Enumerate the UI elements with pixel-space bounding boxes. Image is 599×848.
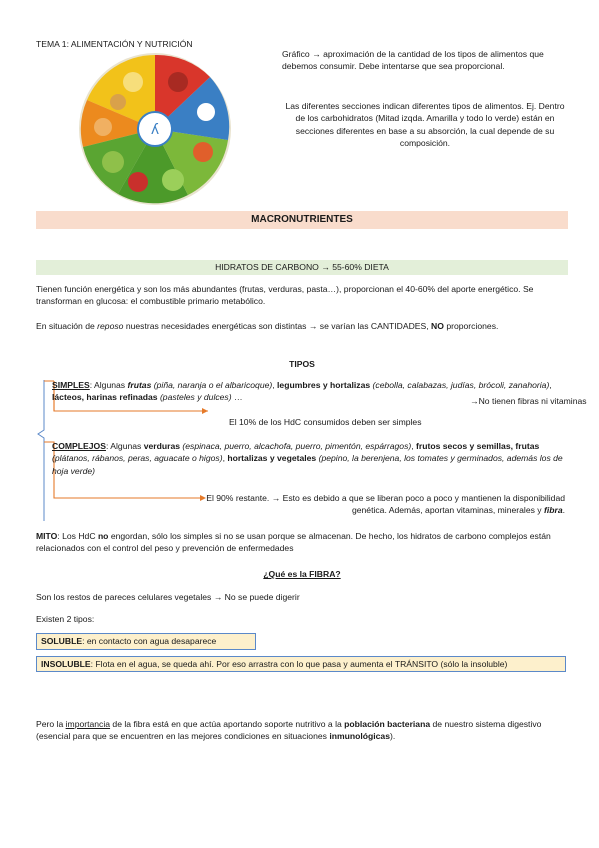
complejos-paragraph: COMPLEJOS: Algunas verduras (espinaca, puerro, alcachofa, puerro, pimentón, espárragos), frutos secos y semillas, frutas (plátanos, rábanos, peras, aguacate o higos), hortalizas y vegetales (pepino, la berenjena, los tomates y germinados, además los de hoja verde) [52, 441, 563, 476]
plate-note: Gráfico → aproximación de la cantidad de los tipos de alimentos que debemos consumir. Debe intentarse que sea proporcional. [282, 49, 544, 72]
fibra-importancia: Pero la importancia de la fibra está en que actúa aportando soporte nutritivo a la población bacteriana de nuestro sistema digestivo (esencial para que se encuentren en las mejores condiciones en situaciones inmunológicas). [36, 719, 542, 742]
reposo-paragraph: En situación de reposo nuestras necesidades energéticas son distintas → se varían las CANTIDADES, NO proporciones. [36, 321, 499, 331]
mito-paragraph: MITO: Los HdC no engordan, sólo los simples si no se usan porque se almacenan. De hecho, los hidratos de carbono complejos están relacionados con el control del peso y prevención de enfermedades [36, 531, 551, 554]
hdc-paragraph: Tienen función energética y son los más abundantes (frutas, verduras, pasta…), proporcionan el 40-60% del aporte energético. Se transforman en glucosa: el combustible primario metabólico. [36, 284, 534, 307]
fibra-question: ¿Qué es la FIBRA? [263, 569, 341, 579]
hdc-heading: HIDRATOS DE CARBONO → 55-60% DIETA [36, 260, 568, 275]
topic-title: TEMA 1: ALIMENTACIÓN Y NUTRICIÓN [36, 39, 193, 49]
fibra-tipos: Existen 2 tipos: [36, 614, 95, 624]
simples-paragraph: SIMPLES: Algunas frutas (piña, naranja o el albaricoque), legumbres y hortalizas (cebolla, calabazas, judías, brócoli, zanahoria), lácteos, harinas refinadas (pasteles y dulces) … [52, 380, 552, 403]
insoluble-box: INSOLUBLE: Flota en el agua, se queda ahí. Por eso arrastra con lo que pasa y aumenta el TRÁNSITO (sólo la insoluble) [36, 656, 566, 672]
fibra-definition: Son los restos de pareces celulares vegetales → No se puede digerir [36, 592, 300, 602]
plate-sections-note: Las diferentes secciones indican diferentes tipos de alimentos. Ej. Dentro de los carbohidratos (Mitad izqda. Amarilla y todo lo verde) están en secciones diferentes en base a su absorción, la cual depende de su composición. [285, 101, 565, 149]
macronutrientes-heading: MACRONUTRIENTES [36, 211, 568, 229]
simples-percent: El 10% de los HdC consumidos deben ser simples [229, 417, 422, 427]
complejos-percent: El 90% restante. → Esto es debido a que se liberan poco a poco y mantienen la disponibilidad genética. Además, aportan vitaminas, minerales y fibra. [206, 493, 565, 516]
food-plate-image [78, 52, 232, 206]
tipos-heading: TIPOS [289, 359, 315, 369]
soluble-box: SOLUBLE: en contacto con agua desaparece [36, 633, 256, 650]
svg-text:ʎ: ʎ [150, 122, 160, 138]
simples-note: →No tienen fibras ni vitaminas [470, 396, 587, 406]
